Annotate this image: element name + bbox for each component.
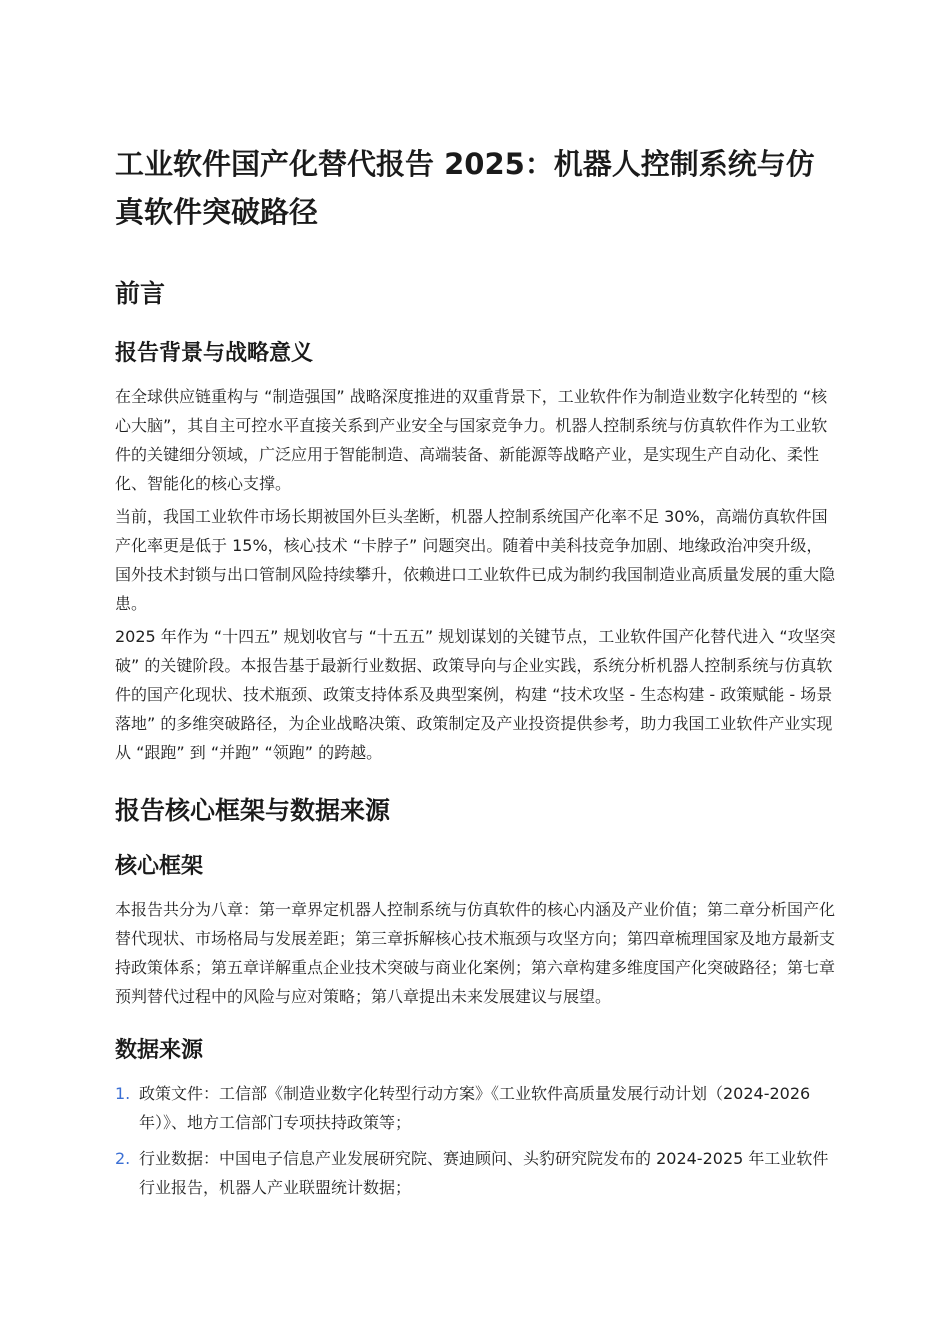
list-item-text: 政策文件：工信部《制造业数字化转型行动方案》《工业软件高质量发展行动计划（2024-2026 年）》、地方工信部门专项扶持政策等； [139,1084,811,1132]
background-heading: 报告背景与战略意义 [115,341,314,366]
list-item-text: 行业数据：中国电子信息产业发展研究院、赛迪顾问、头豹研究院发布的 2024-2025 年工业软件行业报告，机器人产业联盟统计数据； [139,1149,829,1197]
list-item-number: 1. [115,1084,131,1103]
core-framework-heading: 核心框架 [115,854,204,879]
framework-section-heading: 报告核心框架与数据来源 [115,796,391,825]
list-item [115,1079,836,1137]
list-item-number: 2. [115,1149,131,1168]
background-paragraph-3: 2025 年作为 “十四五” 规划收官与 “十五五” 规划谋划的关键节点，工业软件国产化替代进入 “攻坚突破” 的关键阶段。本报告基于最新行业数据、政策导向与企业实践，系统分析机器人控制系统与仿真软件的国产化现状、技术瓶颈、政策支持体系及典型案例，构建 “技术攻坚 - 生态构建 - 政策赋能 - 场景落地” 的多维突破路径，为企业战略决策、政策制定及产业投资提供参考，助力我国工业软件产业实现从 “跟跑” 到 “并跑” “领跑” 的跨越。 [115,627,836,762]
document-title: 工业软件国产化替代报告 2025：机器人控制系统与仿真软件突破路径 [115,147,815,229]
data-sources-list [115,1079,836,1202]
data-sources-heading: 数据来源 [115,1038,204,1063]
list-item [115,1144,836,1202]
preface-heading: 前言 [115,279,166,308]
background-paragraph-1: 在全球供应链重构与 “制造强国” 战略深度推进的双重背景下，工业软件作为制造业数字化转型的 “核心大脑”，其自主可控水平直接关系到产业安全与国家竞争力。机器人控制系统与仿真软件作为工业软件的关键细分领域，广泛应用于智能制造、高端装备、新能源等战略产业，是实现生产自动化、柔性化、智能化的核心支撑。 [115,387,828,493]
core-framework-paragraph: 本报告共分为八章：第一章界定机器人控制系统与仿真软件的核心内涵及产业价值；第二章分析国产化替代现状、市场格局与发展差距；第三章拆解核心技术瓶颈与攻坚方向；第四章梳理国家及地方最新支持政策体系；第五章详解重点企业技术突破与商业化案例；第六章构建多维度国产化突破路径；第七章预判替代过程中的风险与应对策略；第八章提出未来发展建议与展望。 [115,900,836,1006]
background-paragraph-2: 当前，我国工业软件市场长期被国外巨头垄断，机器人控制系统国产化率不足 30%，高端仿真软件国产化率更是低于 15%，核心技术 “卡脖子” 问题突出。随着中美科技竞争加剧、地缘政治冲突升级，国外技术封锁与出口管制风险持续攀升，依赖进口工业软件已成为制约我国制造业高质量发展的重大隐患。 [115,507,836,613]
